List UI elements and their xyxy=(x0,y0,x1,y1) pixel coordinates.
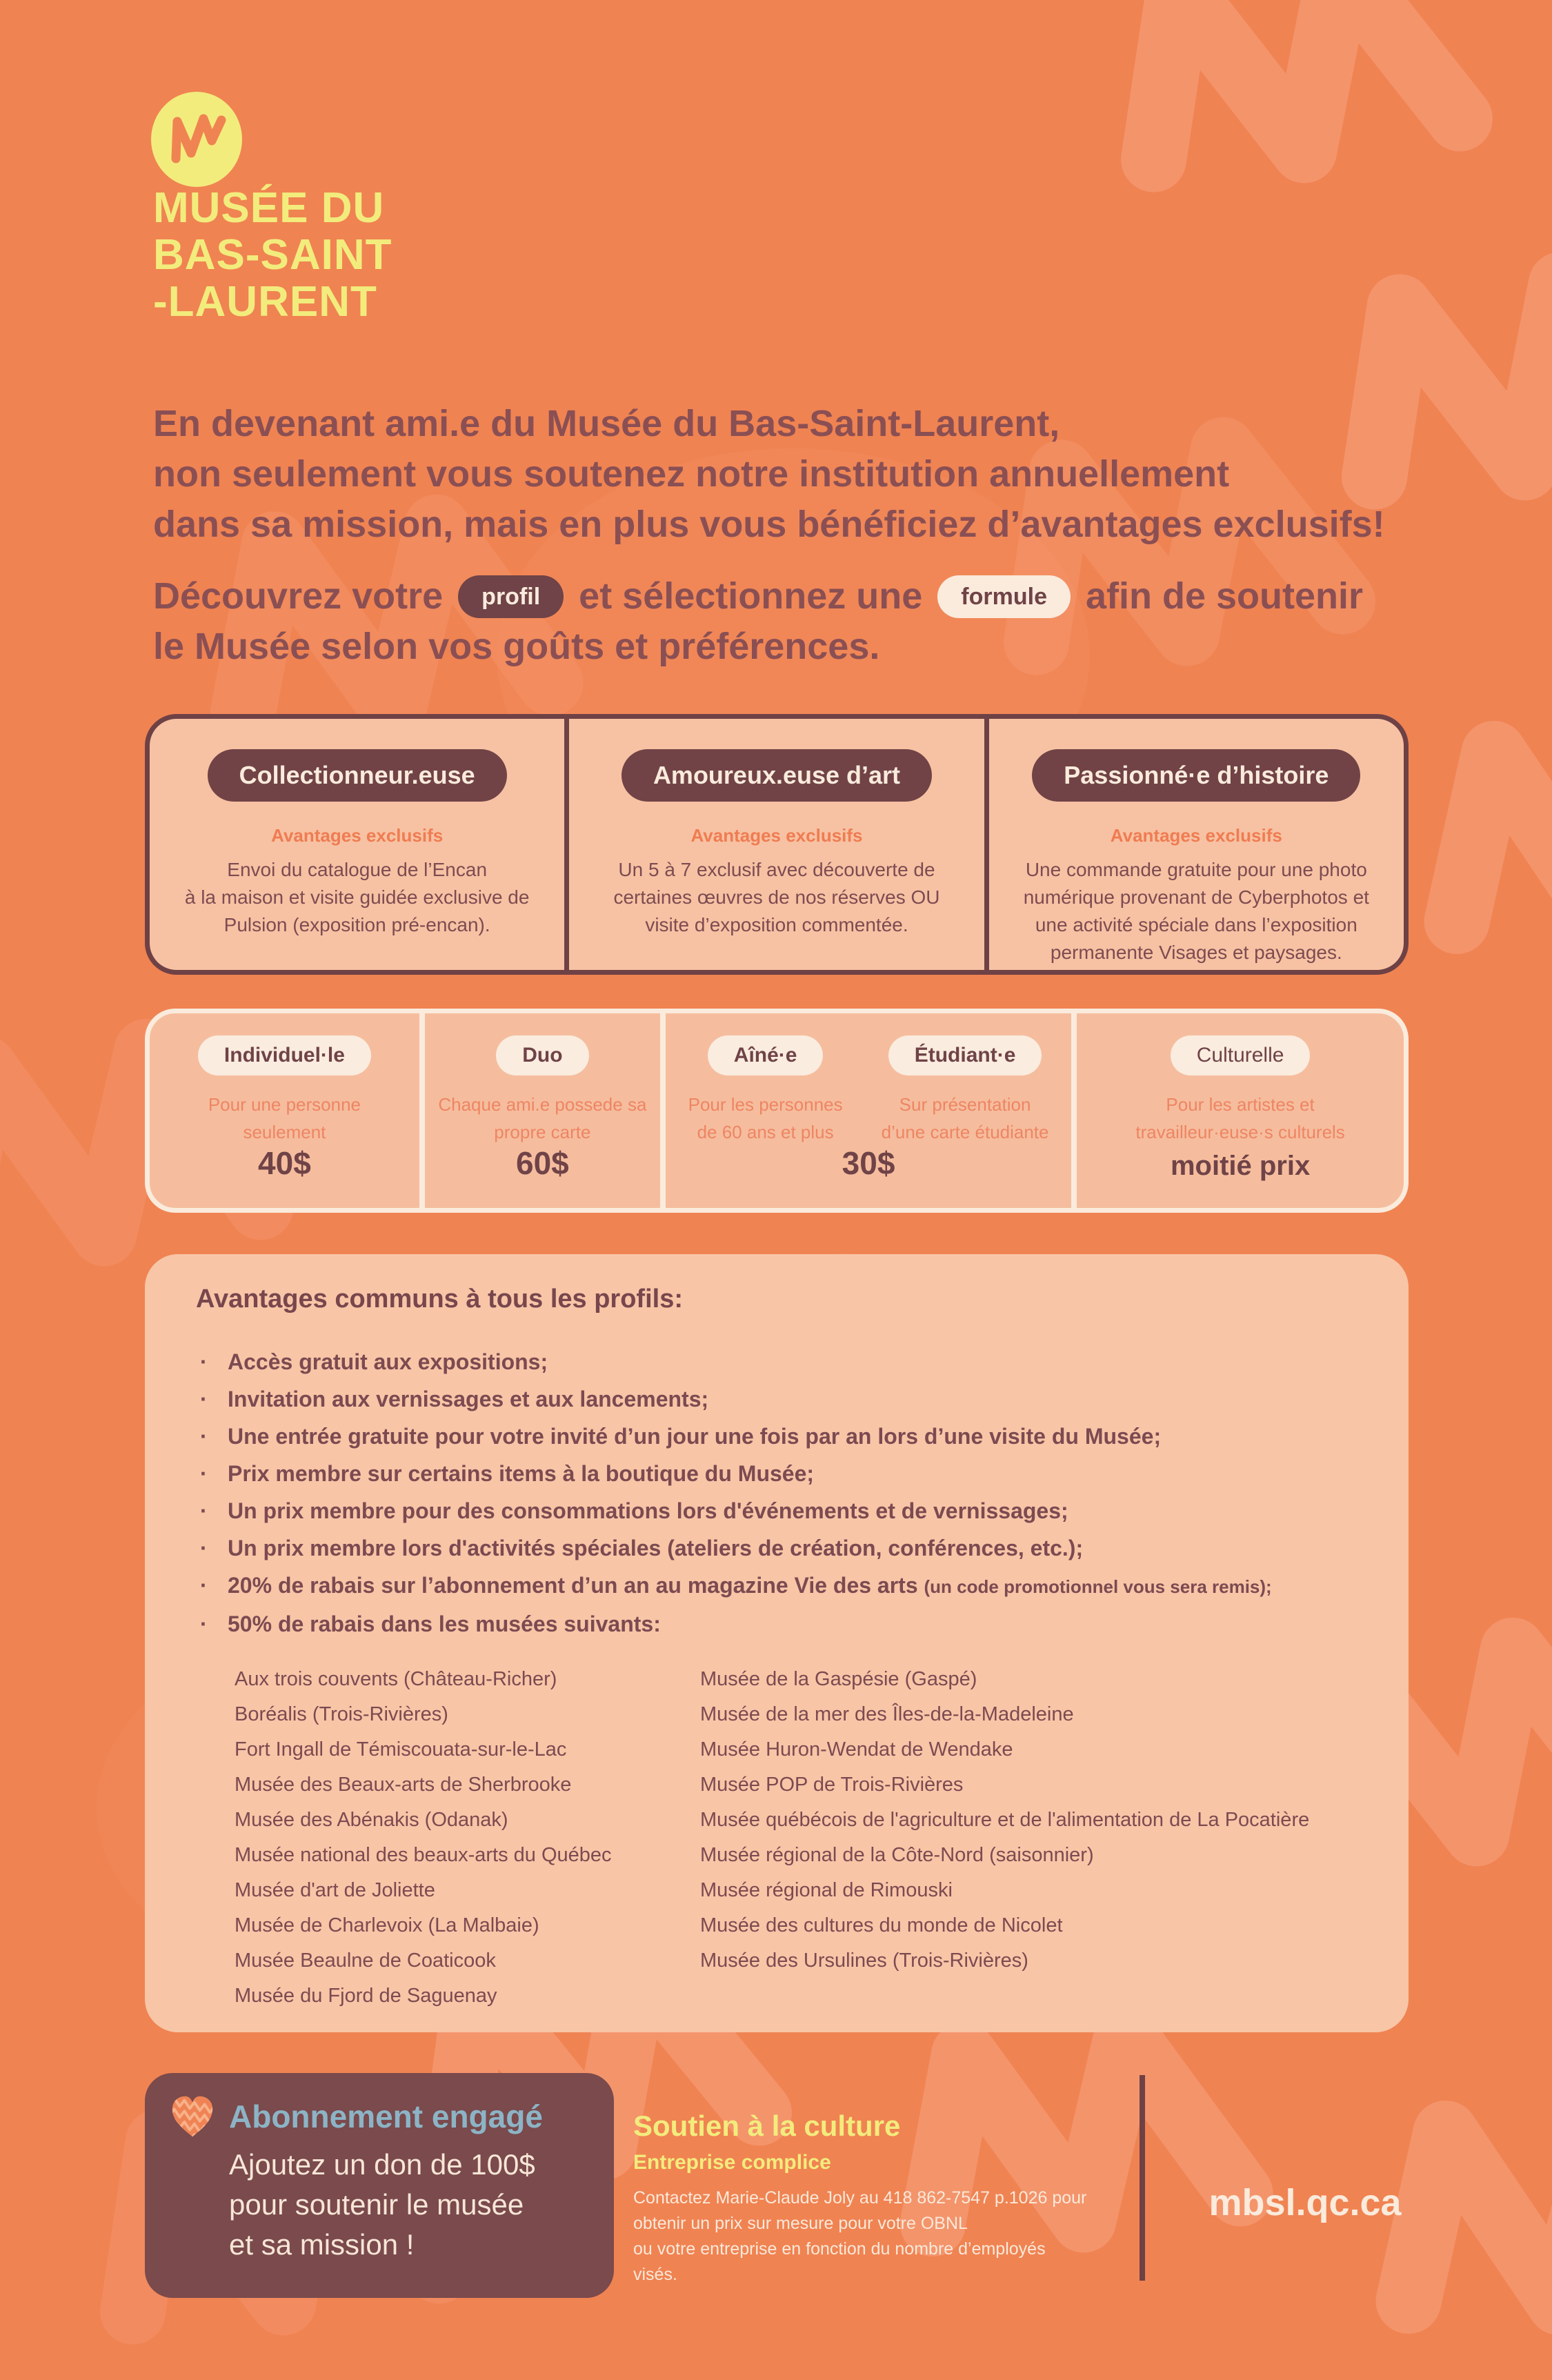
common-benefits-section xyxy=(145,1254,1409,2032)
exclusive-benefits-label: Avantages exclusifs xyxy=(1110,825,1282,846)
discount-museums-list xyxy=(196,1662,1367,2014)
formula-price: 40$ xyxy=(258,1145,311,1181)
benefit-item: · 50% de rabais dans les musées suivants: xyxy=(196,1612,1367,1636)
benefit-item: · Invitation aux vernissages et aux lancements; xyxy=(196,1387,1367,1411)
profile-description: Une commande gratuite pour une photo numérique provenant de Cyberphotos et une activité spéciale dans l’exposition permanente Visages et paysages. xyxy=(1023,859,1369,963)
formule-pill: formule xyxy=(937,575,1071,618)
museum-logo-icon xyxy=(147,90,246,190)
museum-title: MUSÉE DU BAS-SAINT -LAURENT xyxy=(153,184,392,326)
pricing-cell-duo xyxy=(419,1013,660,1208)
formula-aine xyxy=(688,1035,843,1146)
pricing-cell-culturelle xyxy=(1071,1013,1404,1208)
formula-label-badge: Culturelle xyxy=(1171,1035,1311,1075)
pricing-cell-individuelle xyxy=(150,1013,419,1208)
formula-price: 60$ xyxy=(516,1145,569,1181)
formula-etudiant xyxy=(882,1035,1049,1146)
formula-description: Chaque ami.e possede sa propre carte xyxy=(438,1094,647,1142)
museums-column-left: Aux trois couvents (Château-Richer) Boréalis (Trois-Rivières) Fort Ingall de Témiscouata-sur-le-Lac Musée des Beaux-arts de Sherbrooke Musée des Abénakis (Odanak) Musée national des beaux-arts du Québec Musée d'art de Joliette Musée de Charlevoix (La Malbaie) Musée Beaulne de Coaticook Musée du Fjord de Saguenay xyxy=(235,1668,612,2007)
intro-choose-line2: le Musée selon vos goûts et préférences. xyxy=(153,626,880,667)
profile-description: Envoi du catalogue de l’Encan à la maison et visite guidée exclusive de Pulsion (exposition pré-encan). xyxy=(184,859,530,935)
formula-description: Pour une personne seulement xyxy=(208,1094,361,1142)
pricing-section xyxy=(145,1009,1409,1213)
formula-price: moitié prix xyxy=(1170,1151,1311,1181)
profile-title-badge: Amoureux.euse d’art xyxy=(621,749,932,802)
profile-title-badge: Passionné·e d’histoire xyxy=(1032,749,1360,802)
pricing-cell-aine-etudiant xyxy=(660,1013,1071,1208)
donation-text: Ajoutez un don de 100$ pour soutenir le musée et sa mission ! xyxy=(229,2148,535,2261)
intro-paragraph: En devenant ami.e du Musée du Bas-Saint-Laurent, non seulement vous soutenez notre institution annuellement dans sa mission, mais en plus vous bénéficiez d’avantages exclusifs! xyxy=(153,403,1385,545)
support-subtitle: Entreprise complice xyxy=(633,2151,831,2174)
benefit-item: · Accès gratuit aux expositions; xyxy=(196,1350,1367,1374)
museums-column-right: Musée de la Gaspésie (Gaspé) Musée de la mer des Îles-de-la-Madeleine Musée Huron-Wendat de Wendake Musée POP de Trois-Rivières Musée québécois de l'agriculture et de l'alimentation de La Pocatière Musée régional de la Côte-Nord (saisonnier) Musée régional de Rimouski Musée des cultures du monde de Nicolet Musée des Ursulines (Trois-Rivières) xyxy=(700,1668,1310,1972)
profiles-section xyxy=(145,714,1409,975)
support-title: Soutien à la culture xyxy=(633,2110,901,2142)
exclusive-benefits-label: Avantages exclusifs xyxy=(690,825,863,846)
benefits-list xyxy=(196,1350,1367,1636)
profile-card-amoureux-art xyxy=(564,719,984,970)
formula-price: 30$ xyxy=(842,1145,895,1181)
formula-label-badge: Duo xyxy=(496,1035,588,1075)
intro-text-after: afin de soutenir xyxy=(1085,575,1364,617)
formula-description: Sur présentation d’une carte étudiante xyxy=(881,1094,1049,1142)
profile-card-collectionneur xyxy=(150,719,564,970)
exclusive-benefits-label: Avantages exclusifs xyxy=(271,825,444,846)
benefit-item: · 20% de rabais sur l’abonnement d’un an au magazine Vie des arts (un code promotionnel vous sera remis); xyxy=(196,1574,1367,1598)
formula-description: Pour les artistes et travailleur·euse·s culturels xyxy=(1135,1094,1345,1142)
engaged-subscription-box xyxy=(145,2073,614,2298)
intro-text-middle: et sélectionnez une xyxy=(579,575,923,617)
profil-pill: profil xyxy=(458,575,564,618)
donation-title: Abonnement engagé xyxy=(229,2099,543,2134)
footer-divider xyxy=(1140,2075,1145,2281)
website-url: mbsl.qc.ca xyxy=(1208,2182,1402,2223)
profile-card-passionne-histoire xyxy=(984,719,1404,970)
benefit-item: · Prix membre sur certains items à la boutique du Musée; xyxy=(196,1462,1367,1485)
benefit-item-fineprint: (un code promotionnel vous sera remis); xyxy=(924,1576,1272,1597)
benefit-item: · Un prix membre pour des consommations lors d'événements et de vernissages; xyxy=(196,1499,1367,1523)
dual-formula-group xyxy=(688,1035,1049,1146)
formula-description: Pour les personnes de 60 ans et plus xyxy=(688,1094,843,1142)
support-contact-text: Contactez Marie-Claude Joly au 418 862-7547 p.1026 pour obtenir un prix sur mesure pour votre OBNL ou votre entreprise en fonction du nombre d’employés visés. xyxy=(633,2188,1087,2284)
culture-support-block xyxy=(633,2110,1116,2288)
formula-label-badge: Individuel·le xyxy=(198,1035,371,1075)
benefit-item: · Une entrée gratuite pour votre invité d’un jour une fois par an lors d’une visite du Musée; xyxy=(196,1425,1367,1448)
intro-choose-line xyxy=(153,571,1464,672)
profile-description: Un 5 à 7 exclusif avec découverte de certaines œuvres de nos réserves OU visite d’exposition commentée. xyxy=(613,859,940,935)
intro-text-before: Découvrez votre xyxy=(153,575,444,617)
benefit-item: · Un prix membre lors d'activités spéciales (ateliers de création, conférences, etc.); xyxy=(196,1536,1367,1560)
profile-title-badge: Collectionneur.euse xyxy=(208,749,507,802)
formula-label-badge: Étudiant·e xyxy=(888,1035,1042,1075)
intro-choose-row xyxy=(153,571,1464,622)
benefits-heading: Avantages communs à tous les profils: xyxy=(196,1285,683,1313)
heart-icon xyxy=(167,2091,218,2142)
formula-label-badge: Aîné·e xyxy=(708,1035,824,1075)
